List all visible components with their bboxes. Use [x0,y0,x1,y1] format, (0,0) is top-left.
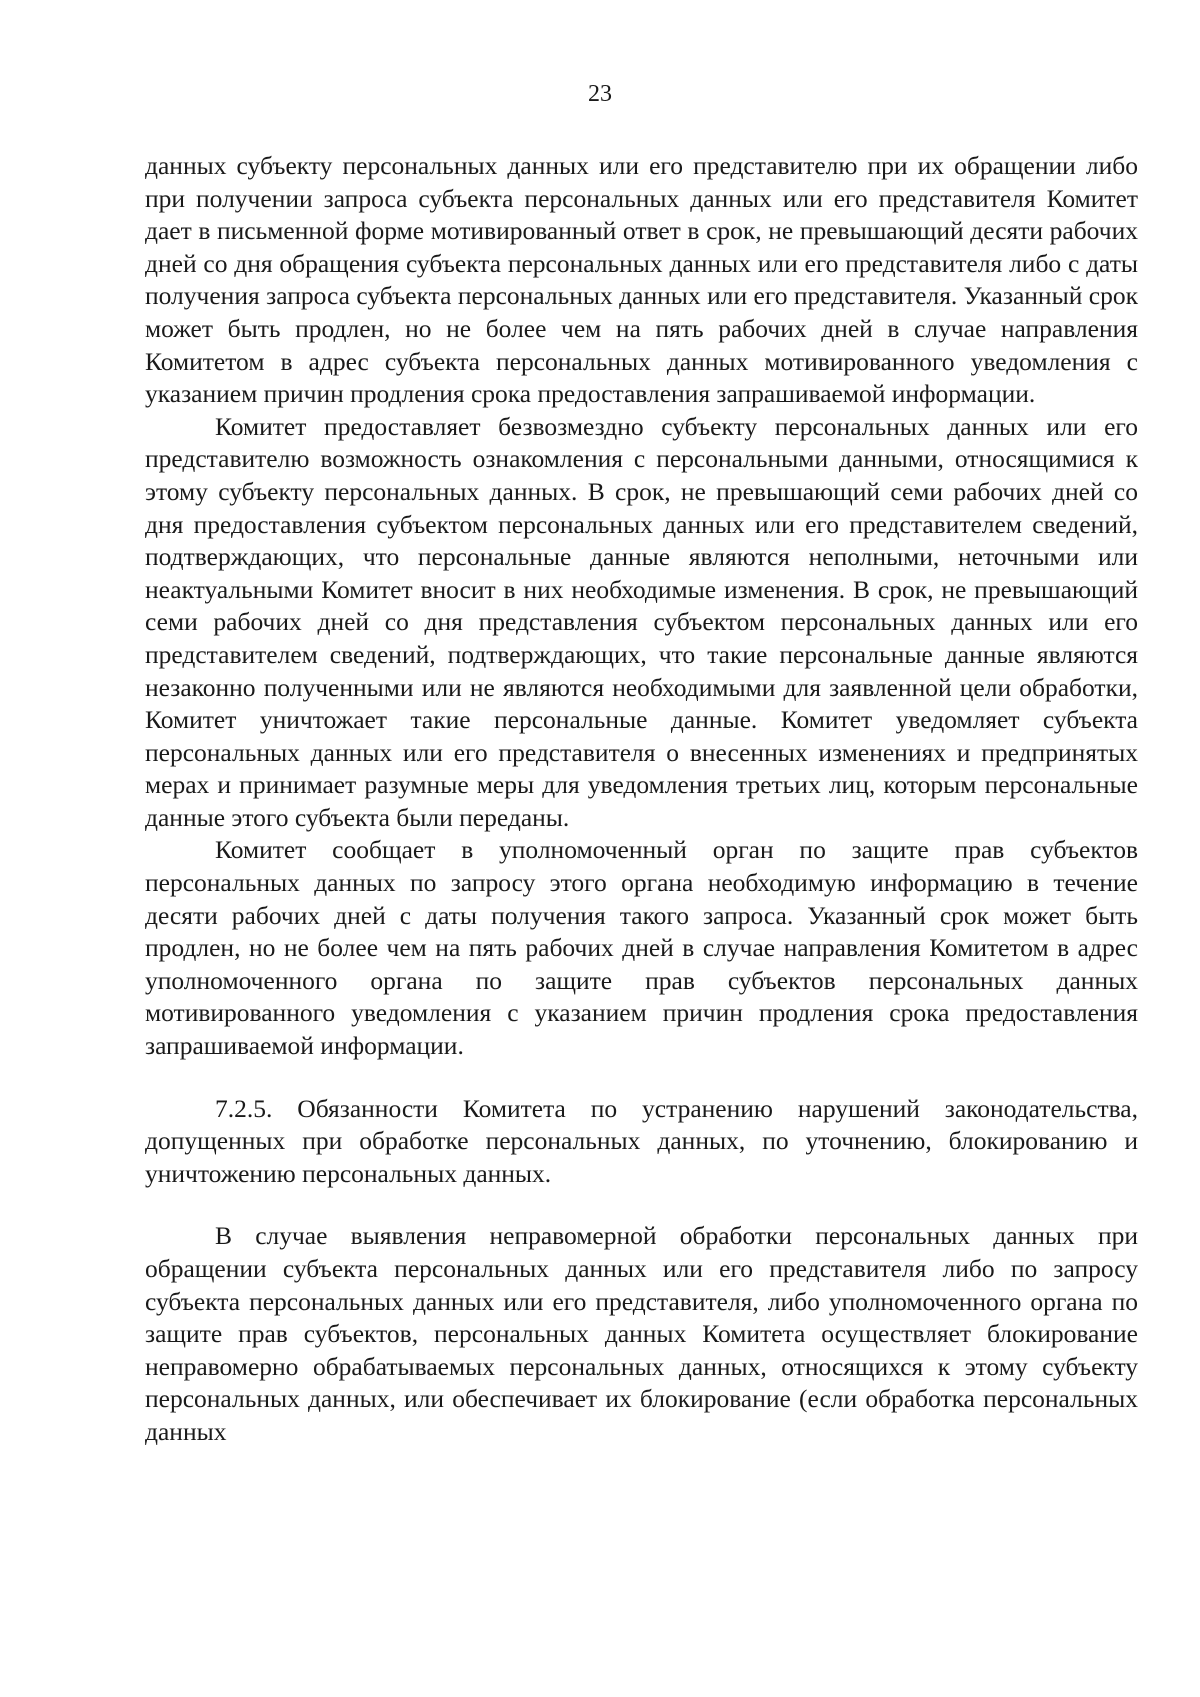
paragraph-unlawful-processing: В случае выявления неправомерной обработки персональных данных при обращении субъекта персональных данных или его представителя либо по запросу субъекта персональных данных или его представителя, либо уполномоченного органа по защите прав субъектов, персональных данных Комитета осуществляет блокирование неправомерно обрабатываемых персональных данных, относящихся к этому субъекту персональных данных, или обеспечивает их блокирование (если обработка персональных данных [145,1221,1138,1446]
paragraph-authority-request: Комитет сообщает в уполномоченный орган по защите прав субъектов персональных данных по запросу этого органа необходимую информацию в течение десяти рабочих дней с даты получения такого запроса. Указанный срок может быть продлен, но не более чем на пять рабочих дней в случае направления Комитетом в адрес уполномоченного органа по защите прав субъектов персональных данных мотивированного уведомления с указанием причин продления срока предоставления запрашиваемой информации. [145,835,1138,1061]
paragraph-continuation: данных субъекту персональных данных или его представителю при их обращении либо при получении запроса субъекта персональных данных или его представителя Комитет дает в письменной форме мотивированный ответ в срок, не превышающий десяти рабочих дней со дня обращения субъекта персональных данных или его представителя либо с даты получения запроса субъекта персональных данных или его представителя. Указанный срок может быть продлен, но не более чем на пять рабочих дней в случае направления Комитетом в адрес субъекта персональных данных мотивированного уведомления с указанием причин продления срока предоставления запрашиваемой информации. [145,151,1138,409]
section-heading-7-2-5: 7.2.5. Обязанности Комитета по устранению нарушений законодательства, допущенных при обработке персональных данных, по уточнению, блокированию и уничтожению персональных данных. [145,1093,1138,1188]
page-number: 23 [588,81,612,107]
document-body [145,150,1138,1449]
paragraph-access-rights: Комитет предоставляет безвозмездно субъекту персональных данных или его представителю возможность ознакомления с персональными данными, относящимися к этому субъекту персональных данных. В срок, не превышающий семи рабочих дней со дня предоставления субъектом персональных данных или его представителем сведений, подтверждающих, что персональные данные являются неполными, неточными или неактуальными Комитет вносит в них необходимые изменения. В срок, не превышающий семи рабочих дней со дня представления субъектом персональных данных или его представителем сведений, подтверждающих, что такие персональные данные являются незаконно полученными или не являются необходимыми для заявленной цели обработки, Комитет уничтожает такие персональные данные. Комитет уведомляет субъекта персональных данных или его представителя о внесенных изменениях и предпринятых мерах и принимает разумные меры для уведомления третьих лиц, которым персональные данные этого субъекта были переданы. [145,411,1138,832]
